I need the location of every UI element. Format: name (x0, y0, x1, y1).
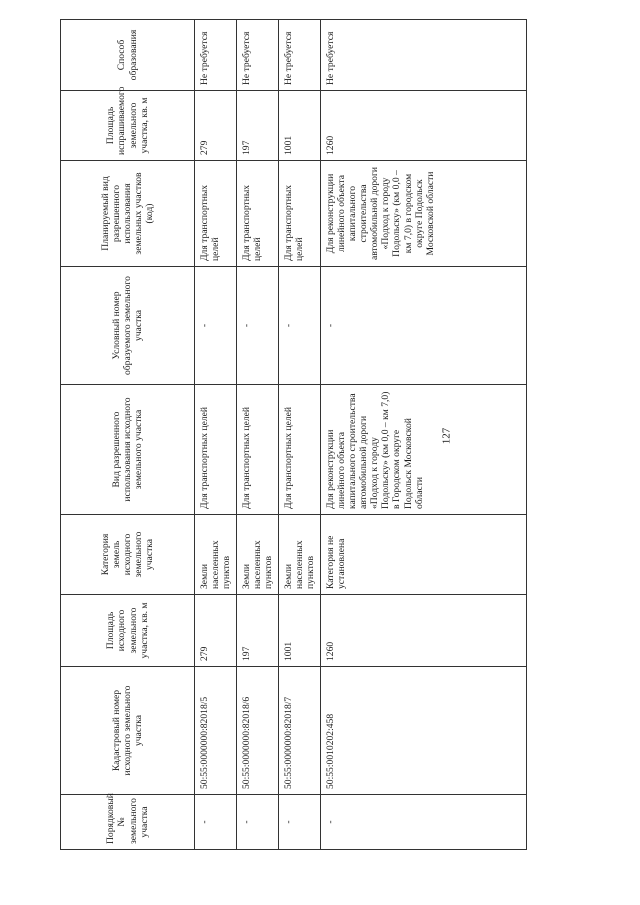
header-serial-number: Порядковый № земельного участка (61, 795, 195, 850)
cell-permitted-use: Для транспортных целей (195, 385, 237, 515)
rotated-table-container (60, 20, 526, 850)
cell-permitted-use: Для транспортных целей (279, 385, 321, 515)
cell-requested-area: 1001 (279, 91, 321, 161)
cell-conditional-number: - (195, 267, 237, 385)
cell-conditional-number: - (237, 267, 279, 385)
cell-land-category: Земли населенных пунктов (195, 515, 237, 595)
cell-land-category: Категория не установлена (321, 515, 527, 595)
cell-source-area: 1001 (279, 595, 321, 667)
header-land-category: Категория земель исходного земельного участка (61, 515, 195, 595)
cell-formation-method: Не требуется (279, 20, 321, 91)
cell-serial-number: - (321, 795, 527, 850)
cell-cadastral-number: 50:55:0000000:82018/6 (237, 667, 279, 795)
cell-permitted-use: Для транспортных целей (237, 385, 279, 515)
cell-permitted-use: Для реконструкции линейного объекта капитального строительства автомобильной дороги «Подход к городу Подольску» (км 0,0 – км 7,0) в Городском округе Подольск Московской области (321, 385, 527, 515)
table-row (195, 20, 237, 850)
header-conditional-number: Условный номер образуемого земельного участка (61, 267, 195, 385)
cell-land-category: Земли населенных пунктов (237, 515, 279, 595)
header-requested-area: Площадь испрашиваемого земельного участка, кв. м (61, 91, 195, 161)
page-number: 127 (440, 427, 453, 445)
header-formation-method: Способ образования (61, 20, 195, 91)
cell-serial-number: - (237, 795, 279, 850)
cell-conditional-number: - (321, 267, 527, 385)
table-row (279, 20, 321, 850)
cell-planned-use: Для транспортных целей (237, 161, 279, 267)
table-row (321, 20, 527, 850)
cell-planned-use: Для транспортных целей (195, 161, 237, 267)
cell-planned-use: Для реконструкции линейного объекта капитального строительства автомобильной дороги «Подход к городу Подольску» (км 0,0 – км 7,0) в городском округе Подольск Московской области (321, 161, 527, 267)
cell-conditional-number: - (279, 267, 321, 385)
cell-formation-method: Не требуется (321, 20, 527, 91)
land-plots-table (60, 19, 527, 850)
header-cadastral-number: Кадастровый номер исходного земельного участка (61, 667, 195, 795)
cell-requested-area: 1260 (321, 91, 527, 161)
cell-requested-area: 197 (237, 91, 279, 161)
cell-requested-area: 279 (195, 91, 237, 161)
cell-formation-method: Не требуется (237, 20, 279, 91)
cell-cadastral-number: 50:55:0010202:458 (321, 667, 527, 795)
cell-source-area: 279 (195, 595, 237, 667)
table-wrapper (60, 20, 526, 850)
header-source-area: Площадь исходного земельного участка, кв. м (61, 595, 195, 667)
header-planned-use: Планируемый вид разрешенного использования земельных участков (код) (61, 161, 195, 267)
cell-serial-number: - (279, 795, 321, 850)
cell-formation-method: Не требуется (195, 20, 237, 91)
cell-serial-number: - (195, 795, 237, 850)
cell-cadastral-number: 50:55:0000000:82018/5 (195, 667, 237, 795)
cell-planned-use: Для транспортных целей (279, 161, 321, 267)
table-row (237, 20, 279, 850)
cell-source-area: 197 (237, 595, 279, 667)
cell-source-area: 1260 (321, 595, 527, 667)
cell-cadastral-number: 50:55:0000000:82018/7 (279, 667, 321, 795)
cell-land-category: Земли населенных пунктов (279, 515, 321, 595)
header-permitted-use: Вид разрешенного использования исходного земельного участка (61, 385, 195, 515)
table-header-row (61, 20, 195, 850)
